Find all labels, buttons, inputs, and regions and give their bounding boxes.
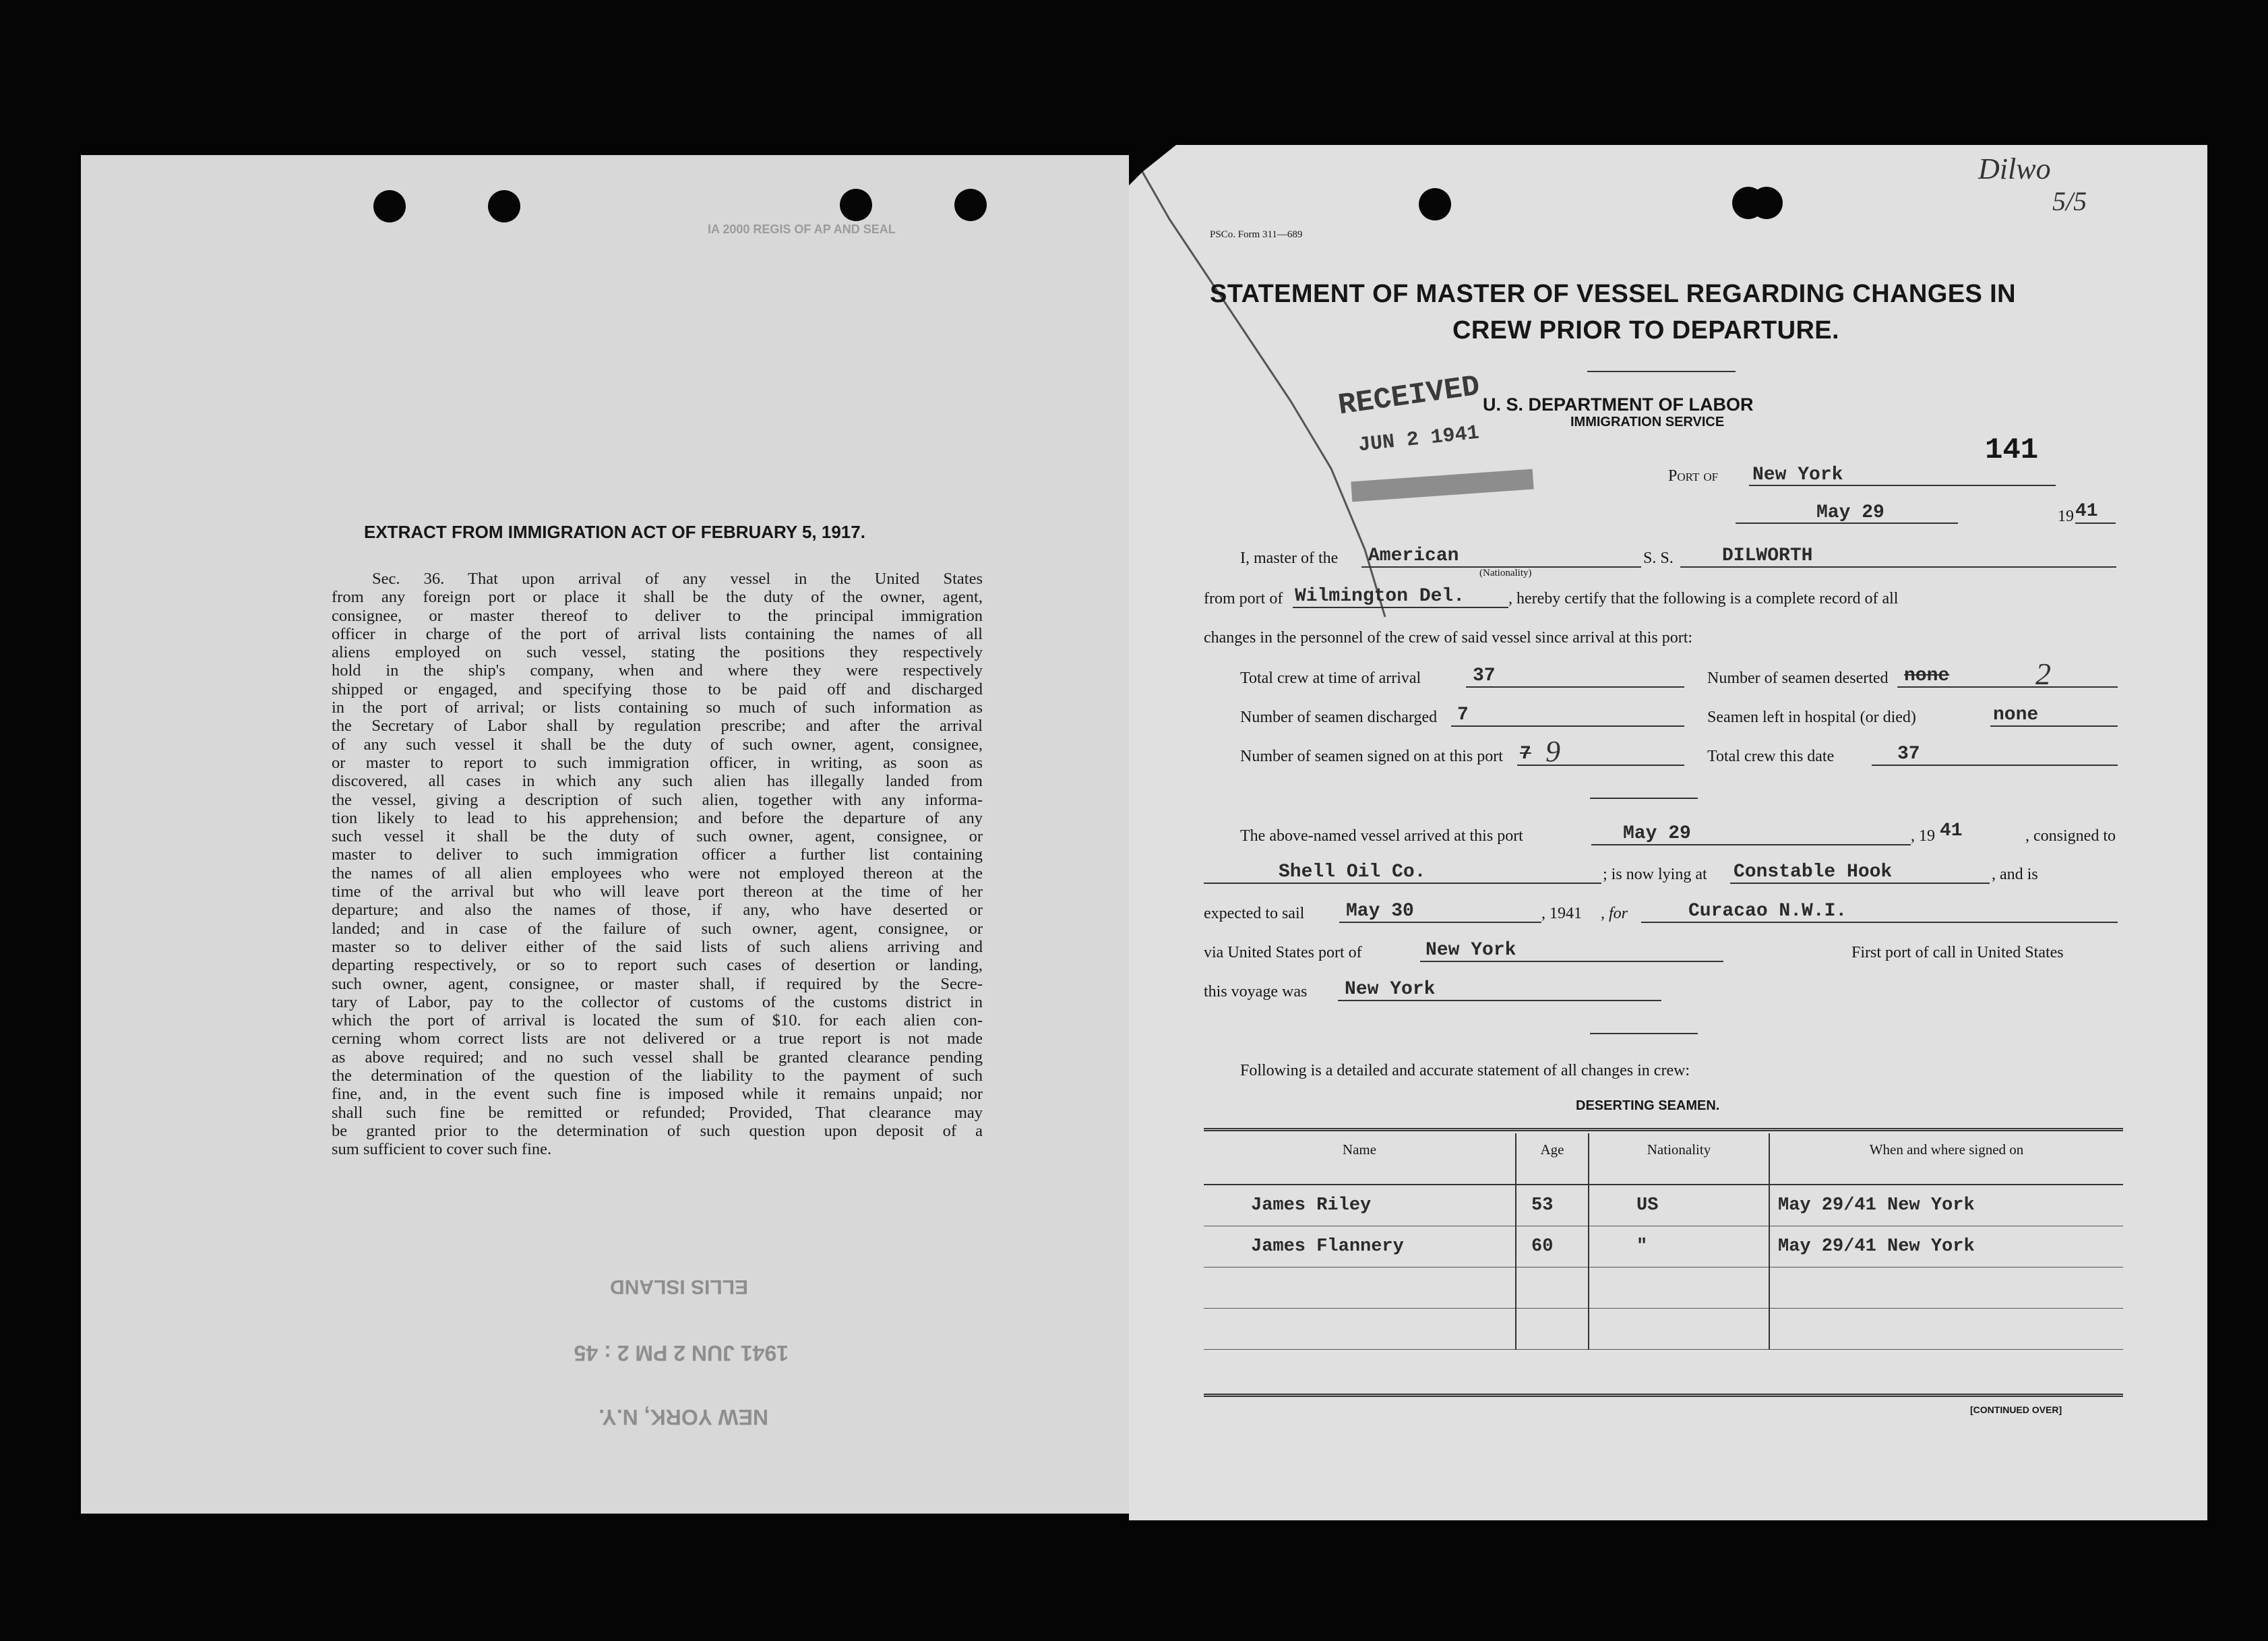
extract-line: landed; and in case of the failure of such owner, agent, consignee, or	[332, 919, 983, 938]
nationality-caption: (Nationality)	[1479, 568, 1532, 578]
year-suffix: 41	[2075, 501, 2098, 522]
extract-line: the Secretary of Labor shall by regulation prescribe; and after the arrival	[332, 717, 983, 736]
extract-line: master to deliver to such immigration officer a further list containing	[332, 845, 983, 864]
field-line	[1872, 765, 2118, 766]
from-port-line	[1293, 607, 1508, 608]
page-number: 5/5	[2052, 186, 2087, 216]
field-line	[1204, 883, 1601, 884]
cell-nationality: "	[1589, 1226, 1769, 1267]
col-header-nationality: Nationality	[1589, 1133, 1769, 1185]
field-line	[1641, 922, 2118, 923]
deserting-seamen-table	[1204, 1133, 2123, 1350]
destination-value: Curacao N.W.I.	[1688, 901, 1847, 922]
faded-header: IA 2000 REGIS OF AP AND SEAL	[708, 222, 896, 236]
extract-line: or master to report to such immigration officer, in writing, as soon as	[332, 753, 983, 772]
field-line	[1591, 844, 1911, 845]
cell-age: 53	[1516, 1185, 1589, 1226]
table-row	[1204, 1309, 2123, 1350]
extract-line: of any such vessel it shall be the duty of such owner, agent, consignee,	[332, 735, 983, 754]
following-text: Following is a detailed and accurate statement of all changes in crew:	[1240, 1062, 1690, 1079]
cell-name: James Flannery	[1204, 1226, 1516, 1267]
table-row	[1204, 1226, 2123, 1267]
for-label: , for	[1601, 905, 1628, 922]
voyage-label: this voyage was	[1204, 983, 1308, 1001]
extract-line: in the port of arrival; or lists containing so much of such information as	[332, 698, 983, 717]
cell-nationality	[1589, 1309, 1769, 1350]
punch-hole	[373, 190, 406, 222]
port-label: Port of	[1668, 467, 1719, 485]
signed-on-value: 9	[1545, 735, 1560, 768]
field-line	[1420, 961, 1723, 962]
form-id: PSCo. Form 311—689	[1210, 229, 1303, 240]
table-top-rule	[1204, 1128, 2123, 1131]
extract-line: tion likely to lead to his apprehension; and before the departure of any	[332, 808, 983, 827]
extract-line: consignee, or master thereof to deliver to the principal immigration	[332, 606, 983, 625]
total-crew-date-label: Total crew this date	[1707, 748, 1835, 765]
extract-line: master so to deliver either of the said lists of such aliens arriving and	[332, 937, 983, 956]
extract-line: time of the arrival but who will leave port thereon at the time of her	[332, 883, 983, 901]
field-line	[1451, 725, 1684, 727]
extract-line: the vessel, giving a description of such alien, together with any informa-	[332, 790, 983, 809]
extract-line: shall such fine be remitted or refunded; Provided, That clearance may	[332, 1103, 983, 1122]
field-line	[1897, 686, 2118, 688]
col-header-name: Name	[1204, 1133, 1516, 1185]
col-header-signed: When and where signed on	[1769, 1133, 2123, 1185]
extract-line: discovered, all cases in which any such alien has illegally landed from	[332, 772, 983, 791]
cell-signed: May 29/41 New York	[1769, 1185, 2123, 1226]
sail-value: May 30	[1346, 901, 1414, 922]
right-page	[1129, 145, 2207, 1520]
extract-line: officer in charge of the port of arrival lists containing the names of all	[332, 624, 983, 643]
deserted-label: Number of seamen deserted	[1707, 669, 1889, 687]
total-crew-arrival-value: 37	[1473, 665, 1496, 686]
consignee-value: Shell Oil Co.	[1279, 862, 1426, 883]
ss-label: S. S.	[1643, 549, 1674, 567]
cell-age	[1516, 1309, 1589, 1350]
discharged-label: Number of seamen discharged	[1240, 709, 1438, 726]
port-value: New York	[1752, 465, 1843, 485]
received-date: JUN 2 1941	[1357, 421, 1481, 458]
master-label: I, master of the	[1240, 549, 1339, 567]
punch-hole	[488, 190, 520, 222]
year-line	[2075, 523, 2116, 524]
extract-line: which the port of arrival is located the sum of $10. for each alien con-	[332, 1011, 983, 1030]
divider	[1587, 371, 1736, 372]
table-bottom-rule	[1204, 1394, 2123, 1397]
discharged-value: 7	[1457, 705, 1469, 725]
year-prefix: 19	[2058, 508, 2074, 525]
cell-signed: May 29/41 New York	[1769, 1226, 2123, 1267]
lying-label: ; is now lying at	[1603, 866, 1707, 883]
ellis-island-stamp	[512, 1220, 795, 1443]
extract-line: departure; and also the names of those, if any, who have deserted or	[332, 901, 983, 920]
continued-note: [CONTINUED OVER]	[1970, 1404, 2062, 1415]
cell-age: 60	[1516, 1226, 1589, 1267]
field-line	[1466, 686, 1684, 688]
deserted-value: 2	[2035, 657, 2051, 691]
extract-line: the determination of the question of the liability to the payment of such	[332, 1067, 983, 1085]
divider	[1590, 798, 1698, 799]
extract-line: cerning whom correct lists are not delivered or a true report is not made	[332, 1030, 983, 1048]
via-label: via United States port of	[1204, 944, 1362, 961]
stamp-line: ELLIS ISLAND	[609, 1276, 748, 1298]
extract-line: sum sufficient to cover such fine.	[332, 1140, 552, 1159]
deserted-struck: none	[1904, 665, 1950, 686]
hospital-value: none	[1993, 705, 2039, 725]
punch-hole	[1419, 188, 1451, 220]
cell-nationality	[1589, 1267, 1769, 1309]
received-stamp: RECEIVED	[1336, 369, 1482, 423]
total-crew-date-value: 37	[1897, 744, 1920, 765]
extract-line: tary of Labor, pay to the collector of customs of the customs district in	[332, 992, 983, 1011]
arrived-label: The above-named vessel arrived at this port	[1240, 827, 1523, 845]
expected-label: expected to sail	[1204, 905, 1305, 922]
form-title-line1: STATEMENT OF MASTER OF VESSEL REGARDING CHANGES IN	[1210, 280, 2016, 308]
field-line	[1339, 922, 1541, 923]
extract-body	[332, 570, 983, 1159]
col-header-age: Age	[1516, 1133, 1589, 1185]
extract-title: EXTRACT FROM IMMIGRATION ACT OF FEBRUARY 5, 1917.	[364, 522, 865, 542]
hospital-label: Seamen left in hospital (or died)	[1707, 709, 1916, 726]
field-line	[1338, 1000, 1661, 1001]
cell-signed	[1769, 1309, 2123, 1350]
cell-name	[1204, 1309, 1516, 1350]
vessel-name: DILWORTH	[1722, 545, 1813, 566]
extract-line: Sec. 36. That upon arrival of any vessel in the United States	[372, 570, 983, 588]
field-line	[1990, 725, 2118, 727]
certify-text: , hereby certify that the following is a complete record of all	[1508, 590, 1899, 607]
extract-line: the names of all alien employees who were not employed thereon at the	[332, 864, 983, 883]
extract-line: as above required; and no such vessel shall be granted clearance pending	[332, 1048, 983, 1067]
from-port-label: from port of	[1204, 590, 1283, 607]
cell-name: James Riley	[1204, 1185, 1516, 1226]
stamp-line: 1941 JUN 2 PM 2 : 45	[574, 1341, 789, 1365]
deserting-heading: DESERTING SEAMEN.	[1576, 1098, 1720, 1113]
extract-line: aliens employed on such vessel, stating the positions they respectively	[332, 643, 983, 662]
extract-line: be granted prior to the determination of such question upon deposit of a	[332, 1121, 983, 1140]
cell-name	[1204, 1267, 1516, 1309]
date-value: May 29	[1816, 502, 1884, 523]
nationality-value: American	[1368, 545, 1459, 566]
from-port-value: Wilmington Del.	[1295, 586, 1465, 607]
total-crew-arrival-label: Total crew at time of arrival	[1240, 669, 1421, 687]
punch-hole	[954, 189, 987, 221]
table-row	[1204, 1267, 2123, 1309]
arrived-year-suffix: 41	[1940, 820, 1963, 841]
service: IMMIGRATION SERVICE	[1570, 415, 1725, 429]
cell-signed	[1769, 1267, 2123, 1309]
consigned-label: , consigned to	[2025, 827, 2116, 845]
margin-note: Dilwo	[1978, 152, 2051, 185]
field-line	[1730, 883, 1990, 884]
arrived-year-prefix: , 19	[1911, 827, 1935, 845]
extract-line: such owner, agent, consignee, or master shall, if required by the Secre-	[332, 974, 983, 993]
via-value: New York	[1426, 940, 1516, 961]
stamp-line: NEW YORK, N.Y.	[599, 1405, 768, 1429]
signed-on-label: Number of seamen signed on at this port	[1240, 748, 1503, 765]
vessel-line	[1680, 566, 2116, 568]
changes-text: changes in the personnel of the crew of said vessel since arrival at this port:	[1204, 629, 1693, 647]
sail-year: , 1941	[1541, 905, 1582, 922]
extract-line: from any foreign port or place it shall be the duty of the owner, agent,	[332, 588, 983, 607]
table-row	[1204, 1185, 2123, 1226]
field-line	[1517, 765, 1684, 766]
divider	[1590, 1033, 1698, 1034]
extract-line: fine, and, in the event such fine is imposed while it remains unpaid; nor	[332, 1085, 983, 1104]
extract-line: shipped or engaged, and specifying those to be paid off and discharged	[332, 680, 983, 698]
extract-line: departing respectively, or so to report such cases of desertion or landing,	[332, 956, 983, 975]
extract-line: hold in the ship's company, when and where they were respectively	[332, 661, 983, 680]
form-title-line2: CREW PRIOR TO DEPARTURE.	[1452, 316, 1839, 345]
first-port-label: First port of call in United States	[1851, 944, 2064, 961]
cell-age	[1516, 1267, 1589, 1309]
and-is-label: , and is	[1992, 866, 2038, 883]
cell-nationality: US	[1589, 1185, 1769, 1226]
left-page	[81, 155, 1132, 1514]
lying-value: Constable Hook	[1734, 862, 1893, 883]
punch-hole	[1732, 187, 1765, 219]
department: U. S. DEPARTMENT OF LABOR	[1483, 394, 1754, 415]
extract-line: such vessel it shall be the duty of such owner, agent, consignee, or	[332, 827, 983, 846]
punch-hole	[840, 189, 872, 221]
voyage-value: New York	[1345, 979, 1436, 1000]
signed-on-struck: 7	[1520, 744, 1531, 765]
form-number: 141	[1985, 434, 2039, 467]
arrived-value: May 29	[1623, 823, 1691, 844]
